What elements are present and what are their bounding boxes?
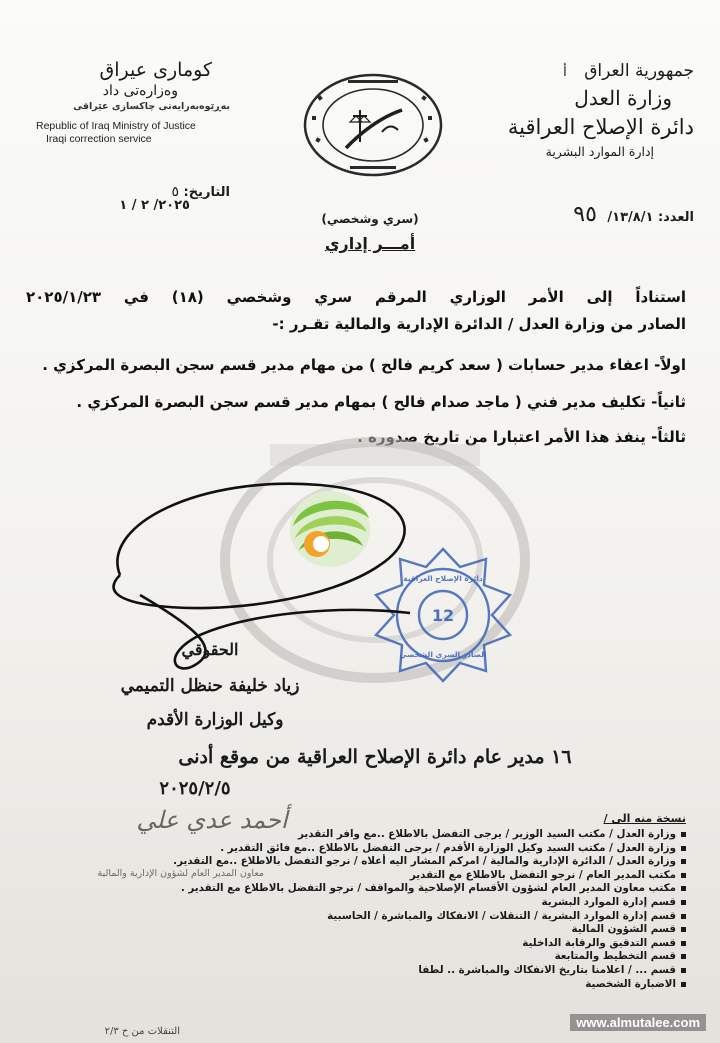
copy-item: قسم ... / اعلامنا بتاريخ الانفكاك والمباشرة .. لطفا — [46, 964, 686, 978]
copy-item: وزارة العدل / الدائرة الإدارية والمالية / امركم المشار اليه أعلاه / نرجو التفضل بالاطلاع ..مع التقدير. — [46, 855, 686, 869]
copy-item: وزارة العدل / مكتب السيد الوزير / يرجى التفضل بالاطلاع ..مع وافر التقدير — [46, 828, 686, 842]
ref-date — [60, 184, 230, 213]
site-logo-icon — [287, 488, 373, 570]
copy-item: قسم التخطيط والمتابعة — [46, 950, 686, 964]
header-left-english1: Republic of Iraq Ministry of Justice — [36, 120, 196, 132]
signature-handwritten: أحمد عدي علي — [136, 806, 288, 834]
signature-title: الحقوقي — [181, 640, 239, 659]
copies-side-note: معاون المدير العام لشؤون الإدارية والمالية — [97, 868, 264, 879]
site-watermark: www.almutalee.com — [570, 1014, 706, 1031]
header-right-line1: جمهورية العراق — [584, 61, 694, 81]
copy-item: مكتب معاون المدير العام لشؤون الأقسام الإصلاحية والمواقف / نرجو التفضل بالاطلاع مع التقدير . — [46, 882, 686, 896]
signature-name: زياد خليفة حنظل التميمي — [120, 676, 300, 696]
ref-number-value: ١٣/٨/١/ — [607, 210, 654, 225]
header-left-kurdish1: كوماری عیراق — [99, 59, 212, 81]
signature-position: وكيل الوزارة الأقدم — [146, 710, 284, 730]
ref-number — [444, 202, 694, 227]
body-item1: اولاً- اعفاء مدير حسابات ( سعد كريم فالح ) من مهام مدير قسم سجن البصرة المركزي . — [42, 356, 686, 374]
copy-item: قسم التدقيق والرقابة الداخلية — [46, 937, 686, 951]
header-right-line2: وزارة العدل — [574, 86, 672, 110]
copy-item: الاضبارة الشخصية — [46, 978, 686, 992]
header-left-english2: Iraqi correction service — [46, 133, 152, 145]
ref-number-label: العدد: — [657, 210, 694, 225]
ref-date-value: ٢٠٢٥/ ٢ / ١ — [119, 198, 190, 213]
body-item3: ثالثاً- ينفذ هذا الأمر اعتبارا من تاريخ صدوره . — [357, 428, 686, 446]
body-para1-line2: الصادر من وزارة العدل / الدائرة الإدارية والمالية تقـرر :- — [272, 315, 686, 333]
header-right — [479, 60, 694, 162]
header-right-line3: دائرة الإصلاح العراقية — [507, 115, 694, 139]
ministry-emblem-icon — [298, 70, 448, 180]
copy-item: قسم الشؤون المالية — [46, 923, 686, 937]
header-left-kurdish3: بەڕێوەبەرایەتی چاکسازی عێراقی — [73, 101, 230, 112]
ref-date-label: التاريخ: — [183, 185, 230, 200]
header-left-kurdish2: وەزارەتی داد — [102, 83, 178, 99]
copy-item: قسم إدارة الموارد البشرية — [46, 896, 686, 910]
header-left — [36, 58, 236, 146]
copy-item: قسم إدارة الموارد البشرية / التنقلات / الانفكاك والمباشرة / الحاسبية — [46, 910, 686, 924]
subject-title: أمـــر إداري — [324, 234, 416, 253]
ref-number-hand: ٩٥ — [573, 202, 597, 227]
signature-note: ١٦ مدير عام دائرة الإصلاح العراقية من موقع أدنى — [178, 746, 572, 768]
copies-footer-note: التنقلات من ح ٢/٣ — [104, 1026, 180, 1037]
ref-date-hand: ٥ — [171, 184, 179, 200]
body-item2: ثانياً- تكليف مدير فني ( ماجد صدام فالح ) بمهام مدير قسم سجن البصرة المركزي . — [76, 393, 686, 411]
body-para1-line1: استناداً إلى الأمر الوزاري المرقم سري وشخصي (١٨) في ٢٠٢٥/١/٢٣ — [26, 288, 686, 306]
stamp-bottom-text: الصادر السري الشخصي — [399, 650, 487, 659]
header-right-mark: أ — [563, 65, 567, 80]
stamp-top-text: دائرة الإصلاح العراقية — [403, 574, 483, 583]
stamp-center-text: 12 — [431, 606, 455, 625]
copy-item: مكتب المدير العام / نرجو التفضل بالاطلاع مع التقدير — [46, 869, 686, 883]
copies-heading: نسخة منه الى / — [603, 812, 686, 825]
copy-item: وزارة العدل / مكتب السيد وكيل الوزارة الأقدم / يرجى التفضل بالاطلاع ..مع فائق التقدير . — [46, 842, 686, 856]
header-right-line4: إدارة الموارد البشرية — [545, 144, 654, 159]
signature-date: ٢٠٢٥/٢/٥ — [159, 778, 231, 799]
classification: (سري وشخصي) — [321, 212, 419, 226]
copies-list — [46, 828, 686, 991]
